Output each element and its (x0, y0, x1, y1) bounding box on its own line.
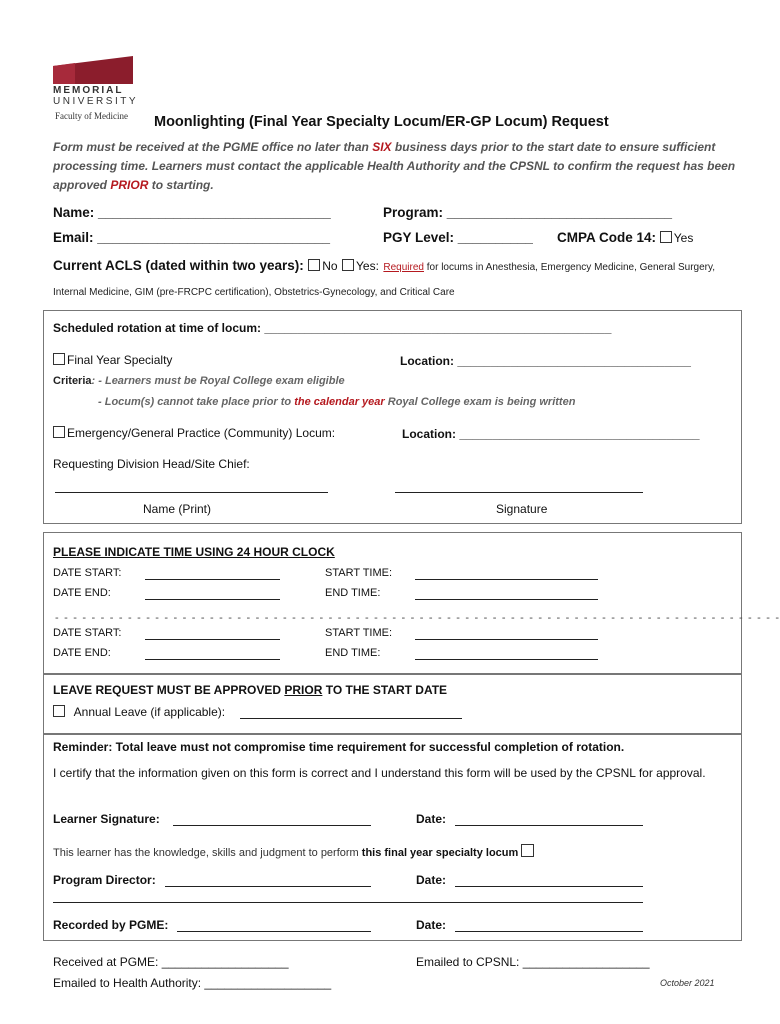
certify-text: I certify that the information given on this form is correct and I understand this form will be used by the CPSNL for approval. (53, 766, 706, 780)
required-link: Required (383, 262, 424, 273)
cmpa-yes-checkbox[interactable] (660, 231, 672, 243)
logo-ribbon-icon (53, 56, 133, 84)
learner-date-input[interactable] (455, 825, 643, 826)
date-end-input-2[interactable] (145, 659, 280, 660)
university-logo (53, 56, 133, 84)
cmpa-yes-label: Yes (673, 231, 694, 245)
division-head-label: Requesting Division Head/Site Chief: (53, 457, 250, 471)
acls-no-checkbox[interactable] (308, 259, 320, 271)
criteria-1-text: : - Learners must be Royal College exam eligible (91, 375, 345, 387)
start-time-label-1: START TIME: (325, 567, 393, 579)
acls-label: Current ACLS (dated within two years): (53, 258, 304, 273)
program-field[interactable]: Program: ______________________________ (383, 205, 673, 220)
knowledge-text: This learner has the knowledge, skills and judgment to perform (53, 847, 362, 859)
knowledge-row (53, 844, 536, 859)
acls-no-label: No (322, 259, 338, 273)
annual-leave-input[interactable] (240, 718, 462, 719)
end-time-label-1: END TIME: (325, 587, 381, 599)
date-start-label-2: DATE START: (53, 627, 122, 639)
date-start-label-1: DATE START: (53, 567, 122, 579)
cmpa-code-row (557, 230, 693, 245)
date-end-label-1: DATE END: (53, 587, 111, 599)
name-print-label: Name (Print) (143, 502, 212, 516)
annual-leave-label: Annual Leave (if applicable): (73, 705, 226, 719)
reminder-text: Reminder: Total leave must not compromise time requirement for successful completion of rotation. (53, 740, 625, 754)
logo-line1: MEMORIAL (53, 85, 124, 96)
leave-heading-prior: PRIOR (284, 683, 323, 697)
form-date: October 2021 (660, 978, 715, 988)
intro-six: SIX (372, 140, 392, 154)
scheduled-rotation-field[interactable]: Scheduled rotation at time of locum: ____________________________________________________ (53, 321, 612, 335)
learner-signature-label: Learner Signature: (53, 812, 160, 826)
annual-leave-checkbox[interactable] (53, 705, 65, 717)
required-text-line2: Internal Medicine, GIM (pre-FRCPC certification), Obstetrics-Gynecology, and Critical Care (53, 287, 455, 298)
logo-line2: UNIVERSITY (53, 96, 139, 107)
date-end-input-1[interactable] (145, 599, 280, 600)
intro-text-1: Form must be received at the PGME office no later than (53, 140, 373, 154)
logo-faculty: Faculty of Medicine (55, 111, 128, 121)
criteria-2c: Royal College exam is being written (384, 396, 576, 408)
program-director-label: Program Director: (53, 873, 156, 887)
recorded-date-input[interactable] (455, 931, 643, 932)
page-title: Moonlighting (Final Year Specialty Locum/ER-GP Locum) Request (154, 114, 609, 130)
location1-field[interactable]: Location: ___________________________________ (400, 354, 691, 368)
acls-yes-label: Yes: (356, 259, 379, 273)
knowledge-bold: this final year specialty locum (361, 847, 519, 859)
recorded-pgme-label: Recorded by PGME: (53, 918, 169, 932)
end-time-label-2: END TIME: (325, 647, 381, 659)
cmpa-label: CMPA Code 14: (557, 230, 657, 245)
received-pgme-field[interactable]: Received at PGME: ___________________ (53, 955, 289, 969)
end-time-input-1[interactable] (415, 599, 598, 600)
emailed-ha-field[interactable]: Emailed to Health Authority: ___________________ (53, 976, 332, 990)
start-time-input-2[interactable] (415, 639, 598, 640)
criteria-1 (53, 375, 345, 387)
emergency-row (53, 426, 335, 440)
criteria-2b: the calendar year (294, 396, 385, 408)
dashed-divider: - - - - - - - - - - - - - - - - - - - - - - - - - - - - - - - - - - - - - - - - - - - - - - - - - - - - - - - - - - - - - - - - - - - - - - - - - - - - - - - - (55, 612, 780, 624)
end-time-input-2[interactable] (415, 659, 598, 660)
pd-date-label: Date: (416, 873, 447, 887)
recorded-date-label: Date: (416, 918, 447, 932)
emergency-label: Emergency/General Practice (Community) Locum: (67, 426, 336, 440)
intro-text-3: to starting. (148, 178, 214, 192)
pd-extra-line[interactable] (53, 902, 643, 903)
leave-heading-b: TO THE START DATE (322, 683, 448, 697)
pd-date-input[interactable] (455, 886, 643, 887)
email-field[interactable]: Email: _______________________________ (53, 230, 331, 245)
knowledge-checkbox[interactable] (521, 844, 534, 857)
start-time-label-2: START TIME: (325, 627, 393, 639)
date-start-input-1[interactable] (145, 579, 280, 580)
required-text: for locums in Anesthesia, Emergency Medicine, General Surgery, (423, 262, 716, 273)
start-time-input-1[interactable] (415, 579, 598, 580)
criteria-2a: - Locum(s) cannot take place prior to (98, 396, 295, 408)
pgy-level-field[interactable]: PGY Level: __________ (383, 230, 533, 245)
final-year-checkbox[interactable] (53, 353, 65, 365)
intro-prior: PRIOR (110, 178, 149, 192)
date-start-input-2[interactable] (145, 639, 280, 640)
time-heading: PLEASE INDICATE TIME USING 24 HOUR CLOCK (53, 545, 335, 559)
emergency-checkbox[interactable] (53, 426, 65, 438)
acls-yes-checkbox[interactable] (342, 259, 354, 271)
intro-text-2: business days prior to the start date to ensure sufficient processing time. Learners must contact the applicable Health Authority and the CPSNL to confirm the request has been approved (53, 140, 736, 192)
signature-label: Signature (496, 502, 548, 516)
date-end-label-2: DATE END: (53, 647, 111, 659)
name-field[interactable]: Name: _______________________________ (53, 205, 331, 220)
acls-row (53, 257, 715, 275)
name-print-line[interactable] (55, 492, 328, 493)
criteria-label: Criteria (53, 375, 92, 387)
criteria-2 (98, 396, 575, 408)
emailed-cpsnl-field[interactable]: Emailed to CPSNL: ___________________ (416, 955, 650, 969)
final-year-row (53, 353, 172, 367)
signature-line[interactable] (395, 492, 643, 493)
location2-field[interactable]: Location: ____________________________________ (402, 427, 700, 441)
annual-leave-row (53, 705, 225, 719)
leave-heading-a: LEAVE REQUEST MUST BE APPROVED (53, 683, 285, 697)
intro-paragraph (53, 138, 743, 195)
leave-heading (53, 683, 447, 697)
final-year-label: Final Year Specialty (67, 353, 173, 367)
learner-date-label: Date: (416, 812, 447, 826)
learner-signature-input[interactable] (173, 825, 371, 826)
recorded-pgme-input[interactable] (177, 931, 371, 932)
program-director-input[interactable] (165, 886, 371, 887)
